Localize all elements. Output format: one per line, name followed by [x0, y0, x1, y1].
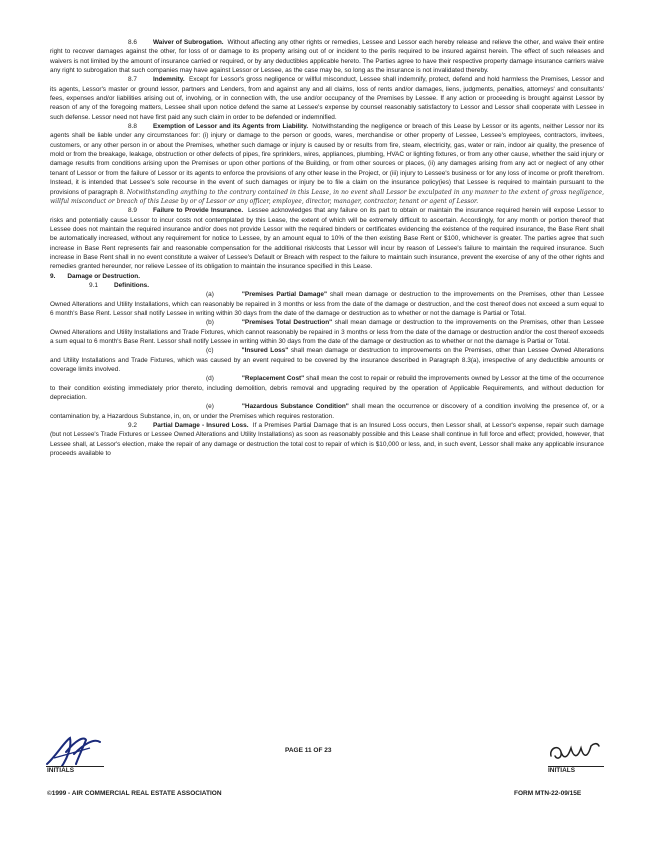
page-number: PAGE 11 OF 23 — [285, 747, 332, 754]
section-number: 8.8 — [128, 123, 137, 131]
initials-label-left: INITIALS — [47, 767, 75, 774]
definition-a — [50, 290, 604, 318]
section-9-2 — [50, 421, 604, 458]
section-number: 8.6 — [128, 39, 137, 46]
section-heading: Definitions. — [113, 281, 150, 289]
section-8-6 — [50, 38, 604, 75]
section-heading: Failure to Provide Insurance. — [152, 207, 244, 215]
section-number: 9.2 — [128, 422, 137, 430]
definition-text: shall mean the cost to repair or rebuild the improvements owned by Lessor at the time of the occurrence to their condition existing immediately prior thereto, including demolition, debris removal and upgrading required by the operation of Applicable Requirements, and without deduction for depreciation. — [50, 375, 604, 402]
definition-term: "Insured Loss" — [241, 347, 289, 355]
copyright: ©1999 - AIR COMMERCIAL REAL ESTATE ASSOCIATION — [47, 790, 222, 797]
definition-number: (b) — [206, 319, 214, 327]
initials-signature-left — [44, 734, 104, 770]
section-number: 8.9 — [128, 207, 137, 215]
section-text: Except for Lessor's gross negligence or willful misconduct, Lessee shall indemnify, protect, defend and hold harmless the Premises, Lessor and its agents, Lessor's master or ground lessor, partners and Lenders, from and against any and all claims, loss of rents and/or damages, liens, judgments, penalties, attorneys' and consultants' fees, expenses and/or liabilities arising out of, involving, or in connection with, the use and/or occupancy of the Premises by Lessee. If any action or proceeding is brought against Lessor by reason of any of the foregoing matters, Lessee shall upon notice defend the same at Lessee's expense by counsel reasonably satisfactory to Lessor and Lessor shall cooperate with Lessee in such defense. Lessor need not have first paid any such claim in order to be defended or indemnified. — [50, 76, 605, 121]
section-text: Notwithstanding the negligence or breach of this Lease by Lessor or its agents, neither Lessor nor its agents shall be liable under any circumstances for: (i) injury or damage to the person or goods, wares, merchandise or other property of Lessee, Lessee's employees, contractors, invitees, customers, or any other person in or about the Premises, whether such damage or injury is caused by or results from fire, steam, electricity, gas, water or rain, indoor air quality, the presence of mold or from the breakage, leakage, obstruction or other defects of pipes, fire sprinklers, wires, appliances, plumbing, HVAC or lighting fixtures, or from any other cause, whether the said injury or damage results from conditions arising upon the Premises or upon other portions of the Building, or from other sources or places, (ii) any damages arising from any act or neglect of any other tenant of Lessor or from the failure of Lessor or its agents to enforce the provisions of any other lease in the Project, or (iii) injury to Lessee's business or for any loss of income or profit therefrom. Instead, it is intended that Lessee's sole recourse in the event of such damages or injury be to file a claim on the insurance policy(ies) that Lessee is required to maintain pursuant to the provisions of paragraph 8. — [50, 123, 604, 196]
definition-text: shall mean damage or destruction to the improvements on the Premises, other than Lessee Owned Alterations and Utility Installations and Trade Fixtures, which cannot reasonably be repaired in 3 months or less from the date of the damage or destruction and/or the cost thereof exceeds a sum equal to 6 month's Base Rent. Lessor shall notify Lessee in writing within 30 days from the date of the damage or destruction as to whether or not the damage is Partial or Total. — [50, 319, 604, 345]
form-number: FORM MTN-22-09/15E — [514, 790, 582, 797]
section-heading: Damage or Destruction. — [67, 272, 140, 280]
section-text: If a Premises Partial Damage that is an Insured Loss occurs, then Lessor shall, at Lessor's expense, repair such damage (but not Lessee's Trade Fixtures or Lessee Owned Alterations and Utility Installations) as soon as reasonably possible and this Lease shall continue in full force and effect; provided, however, that Lessee shall, at Lessor's election, make the repair of any damage or destruction the total cost to repair of which is $10,000 or less, and, in such event, Lessor shall make any applicable insurance proceeds available to — [50, 422, 604, 458]
section-8-7 — [50, 75, 604, 122]
initials-line-right — [548, 766, 604, 767]
definition-number: (d) — [206, 375, 214, 383]
section-8-9 — [50, 206, 604, 271]
section-9 — [50, 272, 604, 281]
section-9-1 — [50, 281, 604, 290]
section-text: Without affecting any other rights or remedies, Lessee and Lessor each hereby release and relieve the other, and waive their entire right to recover damages against the other, for loss of or damage to its property arising out of or incident to the perils required to be insured against herein. The effect of such releases and waivers is not limited by the amount of insurance carried or required, or by any deductibles applicable hereto. The Parties agree to have their respective property damage insurance carriers waive any right to subrogation that such companies may have against Lessor or Lessee, as the case may be, so long as the insurance is not invalidated thereby. — [50, 39, 604, 75]
definition-number: (c) — [206, 347, 214, 355]
definition-term: "Hazardous Substance Condition" — [241, 403, 349, 411]
section-text: Lessee acknowledges that any failure on its part to obtain or maintain the insurance required herein will expose Lessor to risks and potentially cause Lessor to incur costs not contemplated by this Lease, the extent of which will be extremely difficult to ascertain. Accordingly, for any month or portion thereof that Lessee does not maintain the required insurance and/or does not provide Lessor with the required binders or certificates evidencing the existence of the required insurance, the Base Rent shall be automatically increased, without any requirement for notice to Lessee, by an amount equal to 10% of the then existing Base Rent or $100, whichever is greater. The parties agree that such increase in Base Rent represents fair and reasonable compensation for the additional risk/costs that Lessor will incur by reason of Lessee's failure to maintain the required insurance. Such increase in Base Rent shall in no event constitute a waiver of Lessee's Default or Breach with respect to the failure to maintain such insurance, prevent the exercise of any of the other rights and remedies granted hereunder, nor relieve Lessee of its obligation to maintain the insurance specified in this Lease. — [50, 207, 605, 271]
initials-signature-right — [545, 734, 605, 766]
section-heading: Partial Damage - Insured Loss. — [152, 422, 249, 430]
section-heading: Waiver of Subrogation. — [152, 39, 224, 46]
initials-label-right: INITIALS — [548, 767, 576, 774]
definition-e — [50, 402, 604, 421]
definition-d — [50, 374, 604, 402]
section-number: 9.1 — [89, 281, 98, 289]
definition-number: (e) — [206, 403, 214, 411]
initials-line-left — [46, 766, 104, 767]
section-number: 9. — [50, 272, 56, 280]
definition-term: "Premises Total Destruction" — [241, 319, 333, 327]
definition-text: shall mean damage or destruction to improvements on the Premises, other than Lessee Owned Alterations and Utility Installations and Trade Fixtures, which was caused by an event required to be covered by the insurance described in Paragraph 8.3(a), irrespective of any deductible amounts or coverage limits involved. — [50, 347, 604, 374]
handwritten-insert: Notwithstanding anything to the contrary contained in this Lease, in no event shall Lessor be exculpated in any manner to the extent of gross negligence, willful misconduct or breach of this Lease by or of Lessor or any officer, employee, director, manager, contractor, tenant or agent of Lessor. — [50, 188, 605, 205]
definition-c — [50, 346, 604, 374]
section-heading: Indemnity. — [152, 76, 185, 84]
definition-text: shall mean the occurrence or discovery of a condition involving the presence of, or a contamination by, a Hazardous Substance, in, on, or under the Premises which requires restoration. — [50, 403, 605, 420]
section-number: 8.7 — [128, 76, 137, 84]
definition-number: (a) — [206, 291, 214, 299]
definition-b — [50, 318, 604, 346]
section-8-8 — [50, 122, 604, 206]
definition-text: shall mean damage or destruction to the improvements on the Premises, other than Lessee Owned Alterations and Utility Installations, which can reasonably be repaired in 3 months or less from the date of the damage or destruction, and the cost thereof does not exceed a sum equal to 6 month's Base Rent. Lessor shall notify Lessee in writing within 30 days from the date of the damage or destruction as to whether or not the damage is Partial or Total. — [50, 291, 604, 317]
section-heading: Exemption of Lessor and its Agents from Liability. — [152, 123, 309, 131]
definition-term: "Replacement Cost" — [241, 375, 305, 383]
definition-term: "Premises Partial Damage" — [241, 291, 328, 299]
lease-page-body — [50, 38, 604, 458]
